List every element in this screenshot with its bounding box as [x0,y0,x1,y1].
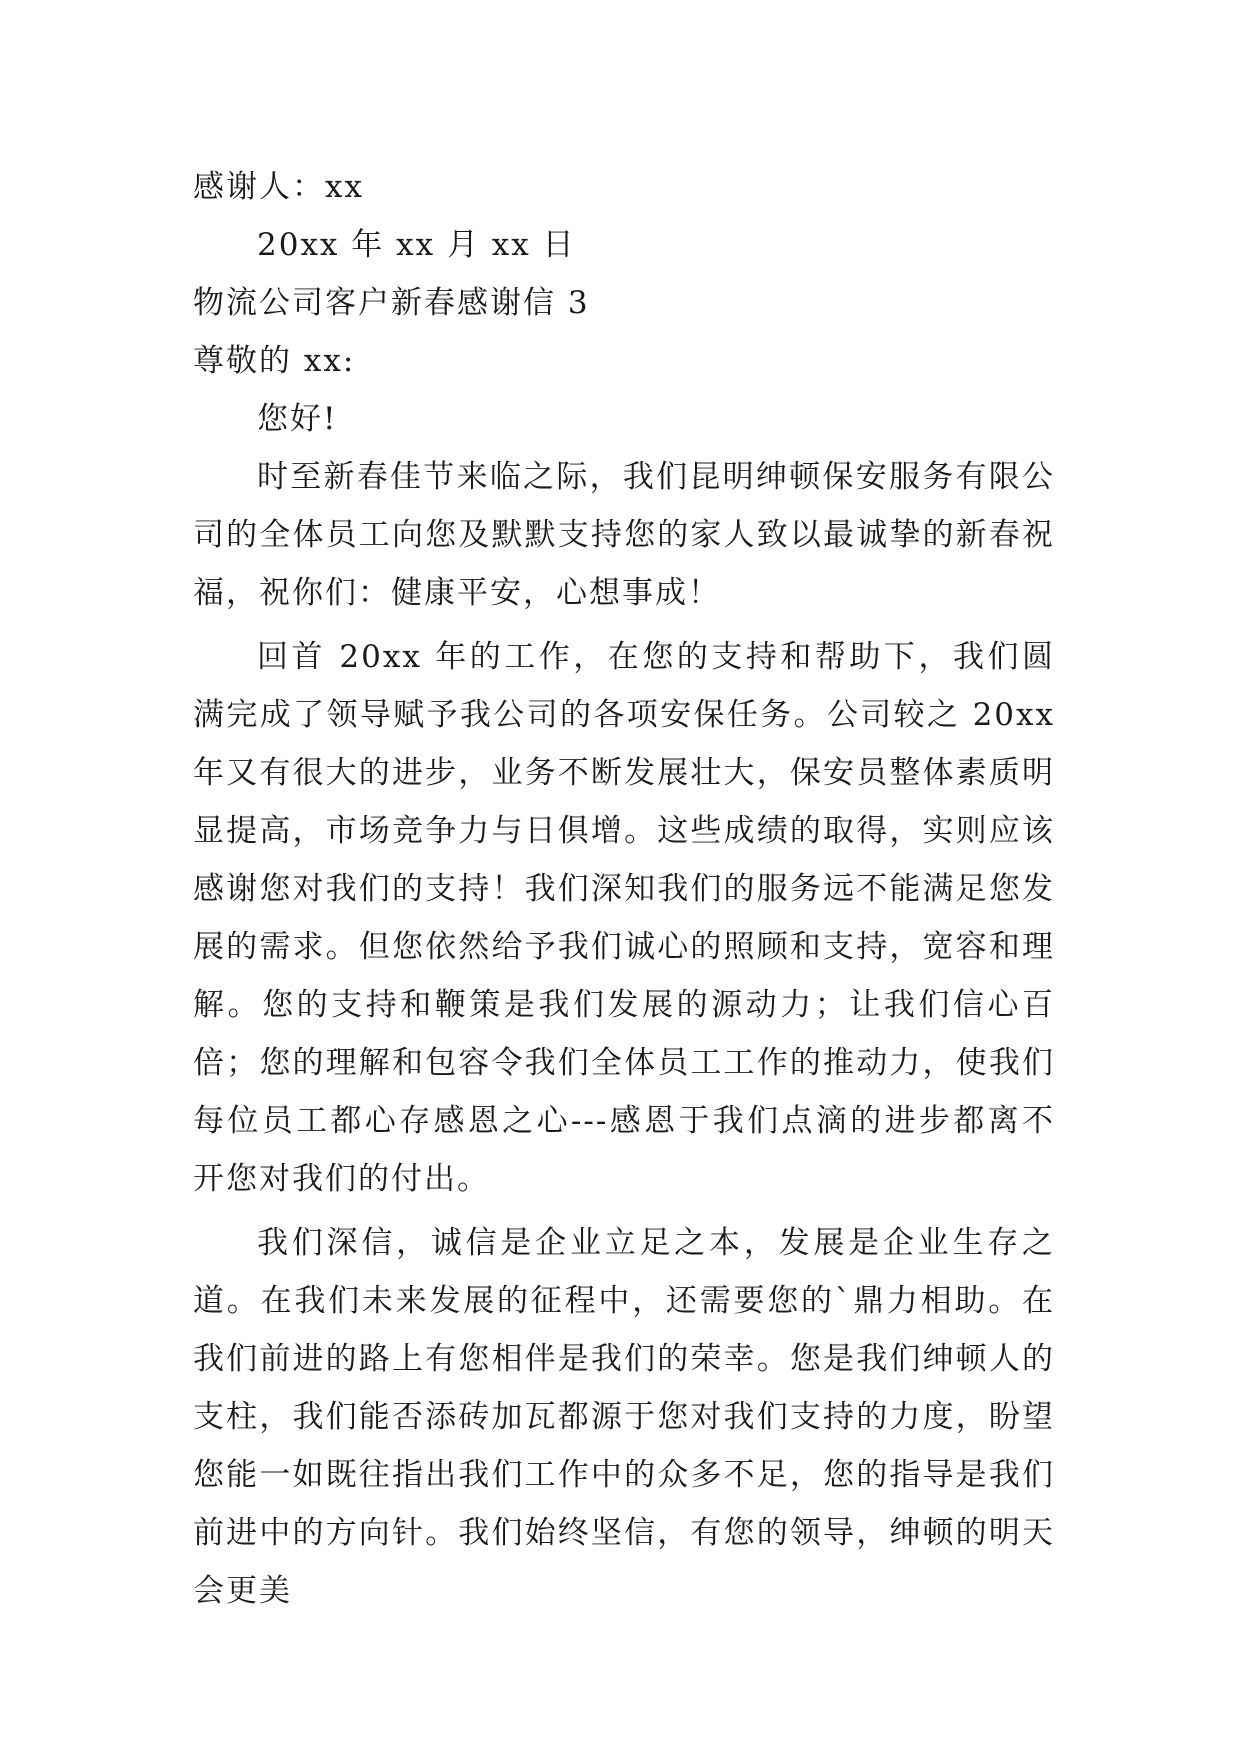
thanks-from-line: 感谢人：xx [193,169,364,205]
paragraph-new-year-wishes: 时至新春佳节来临之际，我们昆明绅顿保安服务有限公司的全体员工向您及默默支持您的家人致以最诚挚的新春祝福，祝你们：健康平安，心想事成！ [193,459,1055,611]
salutation: 尊敬的 xx: [193,343,356,379]
letter-title: 物流公司客户新春感谢信 3 [193,285,590,321]
greeting: 您好! [257,401,338,437]
paragraph-future-outlook: 我们深信，诚信是企业立足之本，发展是企业生存之道。在我们未来发展的征程中，还需要您的`鼎力相助。在我们前进的路上有您相伴是我们的荣幸。您是我们绅顿人的支柱，我们能否添砖加瓦都源于您对我们支持的力度，盼望您能一如既往指出我们工作中的众多不足，您的指导是我们前进中的方向针。我们始终坚信，有您的领导，绅顿的明天会更美 [193,1225,1055,1609]
date-line: 20xx 年 xx 月 xx 日 [257,227,576,263]
paragraph-year-review: 回首 20xx 年的工作，在您的支持和帮助下，我们圆满完成了领导赋予我公司的各项安保任务。公司较之 20xx 年又有很大的进步，业务不断发展壮大，保安员整体素质明显提高，市场竞争力与日俱增。这些成绩的取得，实则应该感谢您对我们的支持！我们深知我们的服务远不能满足您发展的需求。但您依然给予我们诚心的照顾和支持，宽容和理解。您的支持和鞭策是我们发展的源动力；让我们信心百倍；您的理解和包容令我们全体员工工作的推动力，使我们每位员工都心存感恩之心---感恩于我们点滴的进步都离不开您对我们的付出。 [193,639,1055,1197]
document-page [193,158,1055,1620]
